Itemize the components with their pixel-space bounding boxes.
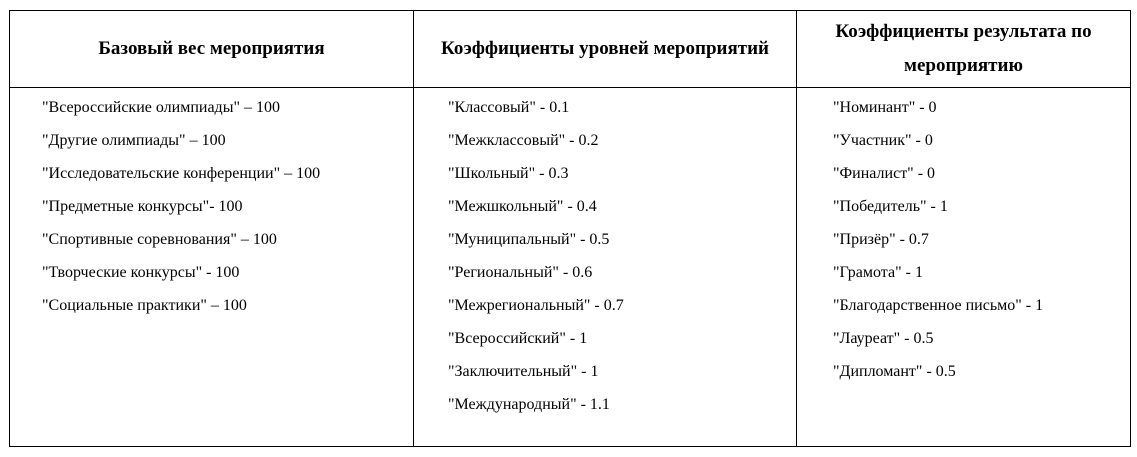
base-weight-list xyxy=(10,88,413,322)
cell-base-weight xyxy=(10,88,414,447)
list-item: "Другие олимпиады" – 100 xyxy=(42,132,226,149)
list-item: "Межшкольный" - 0.4 xyxy=(448,198,597,215)
cell-level-coefficients xyxy=(414,88,797,447)
list-item: "Межклассовый" - 0.2 xyxy=(448,132,599,149)
list-item: "Финалист" - 0 xyxy=(833,165,936,182)
list-item: "Творческие конкурсы" - 100 xyxy=(42,264,240,281)
list-item: "Спортивные соревнования" – 100 xyxy=(42,231,277,248)
list-item: "Победитель" - 1 xyxy=(833,198,948,215)
list-item: "Международный" - 1.1 xyxy=(448,396,610,413)
list-item: "Социальные практики" – 100 xyxy=(42,297,247,314)
list-item: "Региональный" - 0.6 xyxy=(448,264,593,281)
list-item: "Заключительный" - 1 xyxy=(448,363,599,380)
header-level-coefficients: Коэффициенты уровней мероприятий xyxy=(414,11,797,88)
list-item: "Межрегиональный" - 0.7 xyxy=(448,297,624,314)
list-item: "Классовый" - 0.1 xyxy=(448,99,570,116)
list-item: "Всероссийский" - 1 xyxy=(448,330,588,347)
list-item: "Дипломант" - 0.5 xyxy=(833,363,956,380)
header-base-weight: Базовый вес мероприятия xyxy=(10,11,414,88)
list-item: "Муниципальный" - 0.5 xyxy=(448,231,610,248)
body-row xyxy=(10,88,1131,447)
list-item: "Исследовательские конференции" – 100 xyxy=(42,165,321,182)
list-item: "Всероссийские олимпиады" – 100 xyxy=(42,99,280,116)
level-coefficients-list xyxy=(414,88,796,421)
header-row xyxy=(10,11,1131,88)
list-item: "Номинант" - 0 xyxy=(833,99,937,116)
result-coefficients-list xyxy=(797,88,1130,388)
header-result-coefficients: Коэффициенты результата по мероприятию xyxy=(797,11,1131,88)
cell-result-coefficients xyxy=(797,88,1131,447)
list-item: "Школьный" - 0.3 xyxy=(448,165,569,182)
list-item: "Предметные конкурсы"- 100 xyxy=(42,198,243,215)
coefficients-table xyxy=(9,10,1131,447)
list-item: "Участник" - 0 xyxy=(833,132,933,149)
list-item: "Призёр" - 0.7 xyxy=(833,231,929,248)
list-item: "Благодарственное письмо" - 1 xyxy=(833,297,1044,314)
list-item: "Грамота" - 1 xyxy=(833,264,923,281)
list-item: "Лауреат" - 0.5 xyxy=(833,330,934,347)
